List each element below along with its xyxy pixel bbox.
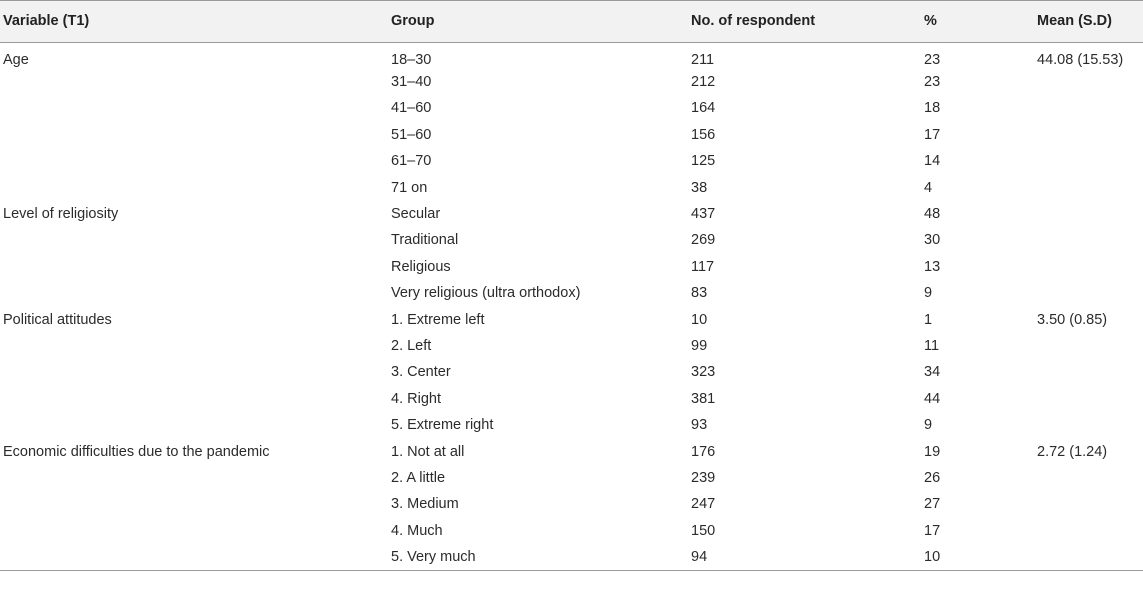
table-row (0, 412, 1143, 438)
variable-cell: Level of religiosity (3, 206, 119, 223)
table-row (0, 254, 1143, 280)
table-row (0, 174, 1143, 200)
respondents-cell: 125 (691, 153, 716, 170)
variable-cell (0, 254, 391, 280)
group-cell: 4. Right (391, 390, 441, 407)
header-group: Group (391, 1, 691, 43)
variable-cell (0, 465, 391, 491)
table-row (0, 43, 1143, 69)
percent-cell: 18 (924, 100, 941, 117)
respondents-cell: 93 (691, 417, 708, 434)
group-cell: 61–70 (391, 153, 432, 170)
mean-sd-cell (1037, 95, 1143, 121)
table-row (0, 69, 1143, 95)
mean-sd-cell (1037, 174, 1143, 200)
group-cell: 4. Much (391, 522, 443, 539)
respondents-cell: 247 (691, 496, 716, 513)
respondents-cell: 239 (691, 469, 716, 486)
mean-sd-cell (1037, 544, 1143, 570)
mean-sd-cell (1037, 359, 1143, 385)
respondents-cell: 269 (691, 232, 716, 249)
percent-cell: 26 (924, 469, 941, 486)
table-row (0, 544, 1143, 570)
respondents-cell: 117 (691, 258, 715, 275)
table-header (0, 1, 1143, 43)
respondents-cell: 83 (691, 285, 708, 302)
respondents-cell: 176 (691, 443, 716, 460)
table-row (0, 386, 1143, 412)
variable-cell (0, 148, 391, 174)
table-row (0, 491, 1143, 517)
group-cell: 71 on (391, 179, 428, 196)
mean-sd-cell: 2.72 (1.24) (1037, 443, 1108, 460)
group-cell: Secular (391, 206, 441, 223)
percent-cell: 17 (924, 522, 941, 539)
percent-cell: 19 (924, 443, 941, 460)
percent-cell: 11 (924, 337, 940, 354)
group-cell: 3. Center (391, 364, 451, 381)
percent-cell: 48 (924, 206, 941, 223)
respondents-cell: 211 (691, 51, 715, 68)
percent-cell: 13 (924, 258, 941, 275)
group-cell: 3. Medium (391, 496, 459, 513)
table-row (0, 122, 1143, 148)
table-row (0, 465, 1143, 491)
percent-cell: 34 (924, 364, 941, 381)
percent-cell: 23 (924, 51, 941, 68)
variable-cell (0, 544, 391, 570)
group-cell: Very religious (ultra orthodox) (391, 285, 581, 302)
mean-sd-cell (1037, 465, 1143, 491)
respondents-cell: 381 (691, 390, 716, 407)
mean-sd-cell (1037, 148, 1143, 174)
mean-sd-cell (1037, 122, 1143, 148)
group-cell: 1. Not at all (391, 443, 465, 460)
respondents-cell: 437 (691, 206, 716, 223)
table-row (0, 438, 1143, 464)
mean-sd-cell (1037, 333, 1143, 359)
group-cell: Religious (391, 258, 451, 275)
variable-cell (0, 174, 391, 200)
mean-sd-cell (1037, 412, 1143, 438)
mean-sd-cell (1037, 69, 1143, 95)
table-row (0, 201, 1143, 227)
mean-sd-cell: 44.08 (15.53) (1037, 51, 1124, 68)
mean-sd-cell (1037, 254, 1143, 280)
percent-cell: 4 (924, 179, 933, 196)
mean-sd-cell (1037, 491, 1143, 517)
group-cell: 18–30 (391, 51, 432, 68)
variable-cell (0, 359, 391, 385)
table-row (0, 280, 1143, 306)
percent-cell: 14 (924, 153, 941, 170)
group-cell: 2. A little (391, 469, 446, 486)
respondents-cell: 164 (691, 100, 716, 117)
header-mean-sd: Mean (S.D) (1037, 1, 1143, 43)
table-row (0, 518, 1143, 544)
variable-cell (0, 95, 391, 121)
group-cell: 31–40 (391, 74, 432, 91)
table-row (0, 306, 1143, 332)
mean-sd-cell (1037, 201, 1143, 227)
respondents-cell: 150 (691, 522, 716, 539)
mean-sd-cell (1037, 386, 1143, 412)
variable-cell: Political attitudes (3, 311, 112, 328)
respondents-cell: 10 (691, 311, 708, 328)
group-cell: 5. Extreme right (391, 417, 494, 434)
table-row (0, 359, 1143, 385)
variable-cell (0, 227, 391, 253)
respondents-cell: 99 (691, 337, 708, 354)
group-cell: 51–60 (391, 126, 432, 143)
group-cell: 2. Left (391, 337, 432, 354)
percent-cell: 10 (924, 544, 1037, 570)
table-row (0, 333, 1143, 359)
group-cell: 5. Very much (391, 544, 691, 570)
header-respondents: No. of respondent (691, 1, 924, 43)
table-row (0, 95, 1143, 121)
mean-sd-cell (1037, 227, 1143, 253)
percent-cell: 9 (924, 285, 933, 302)
respondents-cell: 38 (691, 179, 708, 196)
mean-sd-cell: 3.50 (0.85) (1037, 311, 1108, 328)
mean-sd-cell (1037, 518, 1143, 544)
header-variable: Variable (T1) (0, 1, 391, 43)
header-percent: % (924, 1, 1037, 43)
variable-cell (0, 333, 391, 359)
variable-cell (0, 386, 391, 412)
percent-cell: 17 (924, 126, 941, 143)
respondents-cell: 323 (691, 364, 716, 381)
variable-cell (0, 69, 391, 95)
percent-cell: 1 (924, 311, 933, 328)
variable-cell (0, 280, 391, 306)
group-cell: 1. Extreme left (391, 311, 485, 328)
percent-cell: 9 (924, 417, 933, 434)
group-cell: 41–60 (391, 100, 432, 117)
variable-cell (0, 491, 391, 517)
percent-cell: 27 (924, 496, 941, 513)
variable-cell (0, 518, 391, 544)
percent-cell: 23 (924, 74, 941, 91)
percent-cell: 30 (924, 232, 941, 249)
variable-cell: Age (3, 51, 29, 68)
variable-cell (0, 412, 391, 438)
respondents-cell: 156 (691, 126, 716, 143)
respondents-cell: 94 (691, 544, 924, 570)
mean-sd-cell (1037, 280, 1143, 306)
group-cell: Traditional (391, 232, 459, 249)
table-header-row (0, 1, 1143, 43)
variable-cell (0, 122, 391, 148)
variable-cell: Economic difficulties due to the pandemic (3, 443, 270, 460)
table-row (0, 227, 1143, 253)
percent-cell: 44 (924, 390, 941, 407)
table-row (0, 148, 1143, 174)
table-body (0, 43, 1143, 571)
respondents-cell: 212 (691, 74, 716, 91)
